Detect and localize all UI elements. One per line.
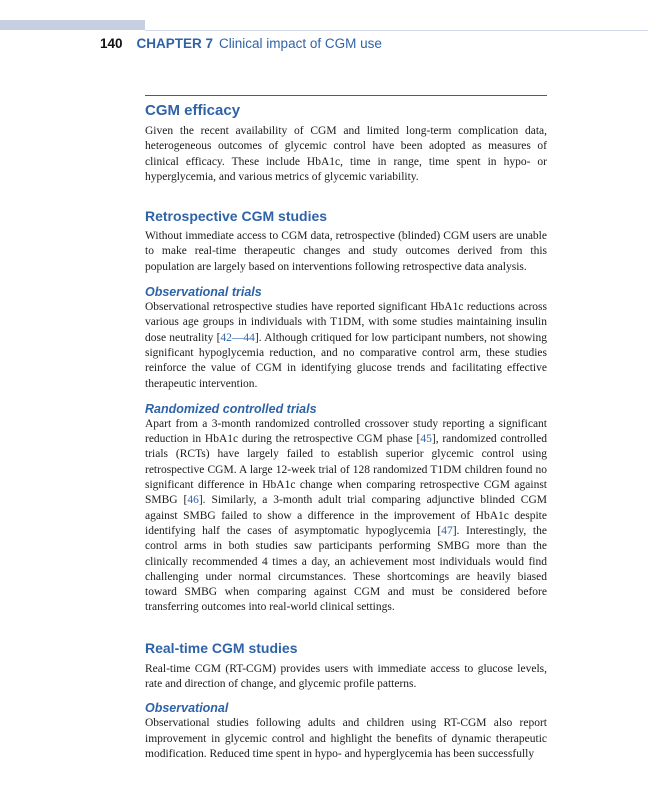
text-run: ], randomized controlled trials (RCTs) have largely failed to establish superior glycemic control using retrospective CGM. A large 12-week trial of 128 randomized T1DM children found no significant difference in HbA1c change when comparing retrospective CGM against SMBG [ bbox=[145, 433, 547, 507]
text-run: ]. Although critiqued for low participant numbers, not showing significant hypoglycemia reduction, and no comparative control arm, these studies reinforce the value of CGM in identifying glucose trends and facilitating effective therapeutic intervention. bbox=[145, 331, 547, 390]
para-efficacy: Given the recent availability of CGM and limited long-term complication data, heterogeneous outcomes of glycemic control have been adopted as measures of clinical efficacy. These include HbA1c, time in range, time spent in hypo- or hyperglycemia, and various metrics of glycemic variability. bbox=[145, 125, 547, 183]
heading-observational-trials: Observational trials bbox=[145, 285, 262, 300]
para-retrospective: Without immediate access to CGM data, retrospective (blinded) CGM users are unable to make real-time therapeutic changes and study outcomes derived from this population are largely based on interventions following retrospective data analysis. bbox=[145, 230, 547, 273]
heading-randomized-trials: Randomized controlled trials bbox=[145, 401, 317, 416]
citation-link[interactable]: 46 bbox=[187, 494, 199, 507]
page-body bbox=[145, 101, 547, 762]
para-randomized-trials bbox=[145, 417, 547, 616]
text-run: Observational retrospective studies have reported significant HbA1c reductions across various age groups in individuals with T1DM, with some studies maintaining insulin dose neutrality [ bbox=[145, 301, 547, 344]
text-run: ]. Similarly, a 3-month adult trial comparing adjunctive blinded CGM against SMBG failed to show a difference in the improvement of HbA1c despite identifying half the cases of asymptomatic hypoglycemia [ bbox=[145, 494, 547, 537]
citation-link[interactable]: 47 bbox=[441, 524, 453, 537]
page-number: 140 bbox=[100, 36, 123, 51]
heading-observational: Observational bbox=[145, 701, 229, 716]
citation-link[interactable]: 45 bbox=[420, 433, 432, 446]
para-observational: Observational studies following adults and children using RT-CGM also report improvement in glycemic control and highlight the benefits of dynamic therapeutic modification. Reduced time spent in hypo- and hyperglycemia has been successfully bbox=[145, 717, 547, 760]
chapter-title: Clinical impact of CGM use bbox=[219, 36, 382, 51]
top-color-bar bbox=[0, 20, 145, 30]
heading-retrospective: Retrospective CGM studies bbox=[145, 208, 328, 225]
section-rule bbox=[145, 95, 547, 96]
para-real-time: Real-time CGM (RT-CGM) provides users with immediate access to glucose levels, rate and direction of change, and glycemic profile patterns. bbox=[145, 662, 547, 691]
para-observational-trials bbox=[145, 300, 547, 392]
heading-real-time: Real-time CGM studies bbox=[145, 639, 298, 656]
heading-cgm-efficacy: CGM efficacy bbox=[145, 102, 241, 119]
text-run: ]. Interestingly, the control arms in both studies saw participants performing SMBG more than the clinically recommended 4 times a day, an achievement most individuals would find challenging under normal circumstances. These shortcomings are heavily biased toward SMBG when comparing against CGM and must be considered before transferring outcomes into real-world clinical settings. bbox=[145, 524, 547, 614]
running-head bbox=[100, 36, 382, 51]
chapter-label: CHAPTER 7 bbox=[136, 36, 214, 51]
top-rule bbox=[145, 30, 648, 31]
text-run: Apart from a 3-month randomized controlled crossover study reporting a significant reduction in HbA1c during the retrospective CGM phase [ bbox=[145, 417, 547, 446]
citation-link[interactable]: 42—44 bbox=[220, 331, 255, 344]
